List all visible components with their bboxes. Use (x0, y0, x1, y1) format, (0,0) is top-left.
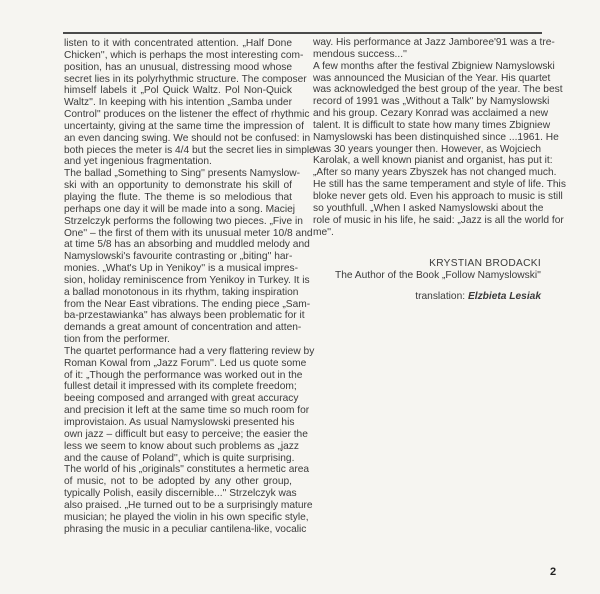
text-line: Control'' produces on the listener the effect of rhythmic (64, 109, 310, 121)
text-line: The world of his „originals'' constitutes a hermetic area (64, 464, 310, 476)
text-line: playing the flute. The theme is so melodious that (64, 191, 292, 203)
translation-credit (415, 291, 541, 302)
text-line: and precision it left at the same time so much room for (64, 405, 310, 417)
text-line: Karolak, a well known pianist and organist, has put it: (313, 155, 553, 167)
text-line: and his group. Cezary Konrad was acclaimed a new (313, 108, 549, 120)
text-line: of music, not to be adopted by any other group, (64, 476, 292, 488)
text-line: bloke never gets old. Even his approach to music is still (313, 190, 563, 202)
top-rule (63, 32, 542, 34)
translation-label: translation: (415, 291, 466, 302)
text-line: role of music in his life, he said: „Jazz is all the world for (313, 214, 564, 226)
text-line: own jazz – difficult but easy to perceive; the easier the (64, 428, 308, 440)
text-line: was acknowledged the best group of the year. The best (313, 84, 563, 96)
text-line: less we seem to know about such problems as „jazz (64, 440, 299, 452)
text-line: was 30 years younger then. However, as Wojciech (313, 143, 542, 155)
text-line: Namyslowski's favourite contrasting or „biting'' har- (64, 251, 293, 263)
text-line: and the cause of Poland'', which is quite surprising. (64, 452, 295, 464)
text-line: talent. It is difficult to state how many times Zbigniew (313, 119, 551, 131)
text-line: He still has the same temperament and style of life. This (313, 179, 566, 191)
text-line: beeing composed and arranged with great accuracy (64, 393, 299, 405)
text-line: phrasing the music in a peculiar cantilena-like, vocalic (64, 523, 307, 535)
text-line: sion, holiday reminiscence from Yenikoy in Turkey. It is (64, 274, 310, 286)
text-line: One'' – the first of them with its unusual meter 10/8 and (64, 227, 313, 239)
text-line: The quartet performance had a very flattering review by (64, 345, 315, 357)
text-line: „After so many years Zbyszek has not changed much. (313, 167, 557, 179)
text-line: himself labels it „Pol Quick Waltz. Pol Non-Quick (64, 85, 292, 97)
text-line: also praised. „He turned out to be a surprisingly mature (64, 499, 313, 511)
text-line: musician; he played the violin in his own specific style, (64, 511, 309, 523)
right-text-column (313, 37, 566, 238)
text-line: from the Near East vibrations. The ending piece „Sam- (64, 298, 311, 310)
text-line: me''. (313, 226, 334, 238)
text-line: Namyslowski has been distinquished since ...1961. He (313, 131, 559, 143)
text-line: A few months after the festival Zbigniew Namyslowski (313, 60, 555, 72)
text-line: ba-przestawianka'' has always been problematic for it (64, 310, 305, 322)
text-line: perhaps one day it will be made into a song. Maciej (64, 203, 296, 215)
text-line: both pieces the meter is 4/4 but the secret lies in simple (64, 144, 315, 156)
text-line: and yet ingenious fragmentation. (64, 156, 212, 168)
text-line: of it: „Though the performance was worked out in the (64, 369, 303, 381)
text-line: secret lies in its polyrhythmic structure. The composer (64, 73, 307, 85)
text-line: position, has an unusual, distressing mood whose (64, 61, 292, 73)
left-text-column (64, 38, 315, 535)
page-number: 2 (550, 566, 557, 578)
text-line: way. His performance at Jazz Jamboree'91 was a tre- (313, 37, 555, 48)
author-role: The Author of the Book „Follow Namyslowski'' (334, 270, 541, 281)
text-line: monies. „What's Up in Yenikoy'' is a musical impres- (64, 263, 299, 275)
text-line: was announced the Musician of the Year. His quartet (313, 72, 551, 84)
text-line: Chicken'', which is perhaps the most interesting com- (64, 49, 304, 61)
text-line: uncertainty, giving at the same time the impression of (64, 120, 304, 132)
text-line: ski with an opportunity to demonstrate his skill of (64, 180, 292, 192)
author-name: KRYSTIAN BRODACKI (429, 258, 541, 269)
text-line: Roman Kowal from „Jazz Forum''. Led us quote some (64, 357, 307, 369)
text-line: Strzelczyk performs the following two pieces. „Five in (64, 215, 303, 227)
text-line: fullest detail it impressed with its complete freedom; (64, 381, 297, 393)
text-line: tion from the performer. (64, 334, 170, 346)
text-line: typically Polish, easily discernible...'' Strzelczyk was (64, 488, 297, 500)
text-line: Waltz''. In keeping with his intention „Samba under (64, 97, 292, 109)
text-line: at time 5/8 has an absorbing and muddled melody and (64, 239, 310, 251)
translator-name: Elzbieta Lesiak (467, 291, 541, 302)
text-line: demands a great amount of concentration and atten- (64, 322, 302, 334)
text-line: record of 1991 was „Without a Talk'' by Namyslowski (313, 96, 550, 108)
text-line: so youthfull. „When I asked Namyslowski about the (313, 202, 544, 214)
text-line: mendous success...'' (313, 48, 407, 60)
text-line: The ballad „Something to Sing'' presents Namyslow- (64, 168, 301, 180)
text-line: listen to it with concentrated attention. „Half Done (64, 38, 292, 49)
text-line: a ballad monotonous in its rhythm, taking inspiration (64, 286, 299, 298)
text-line: improvistaion. As usual Namyslowski presented his (64, 417, 295, 428)
text-line: an even dancing swing. We should not be confused: in (64, 132, 311, 144)
